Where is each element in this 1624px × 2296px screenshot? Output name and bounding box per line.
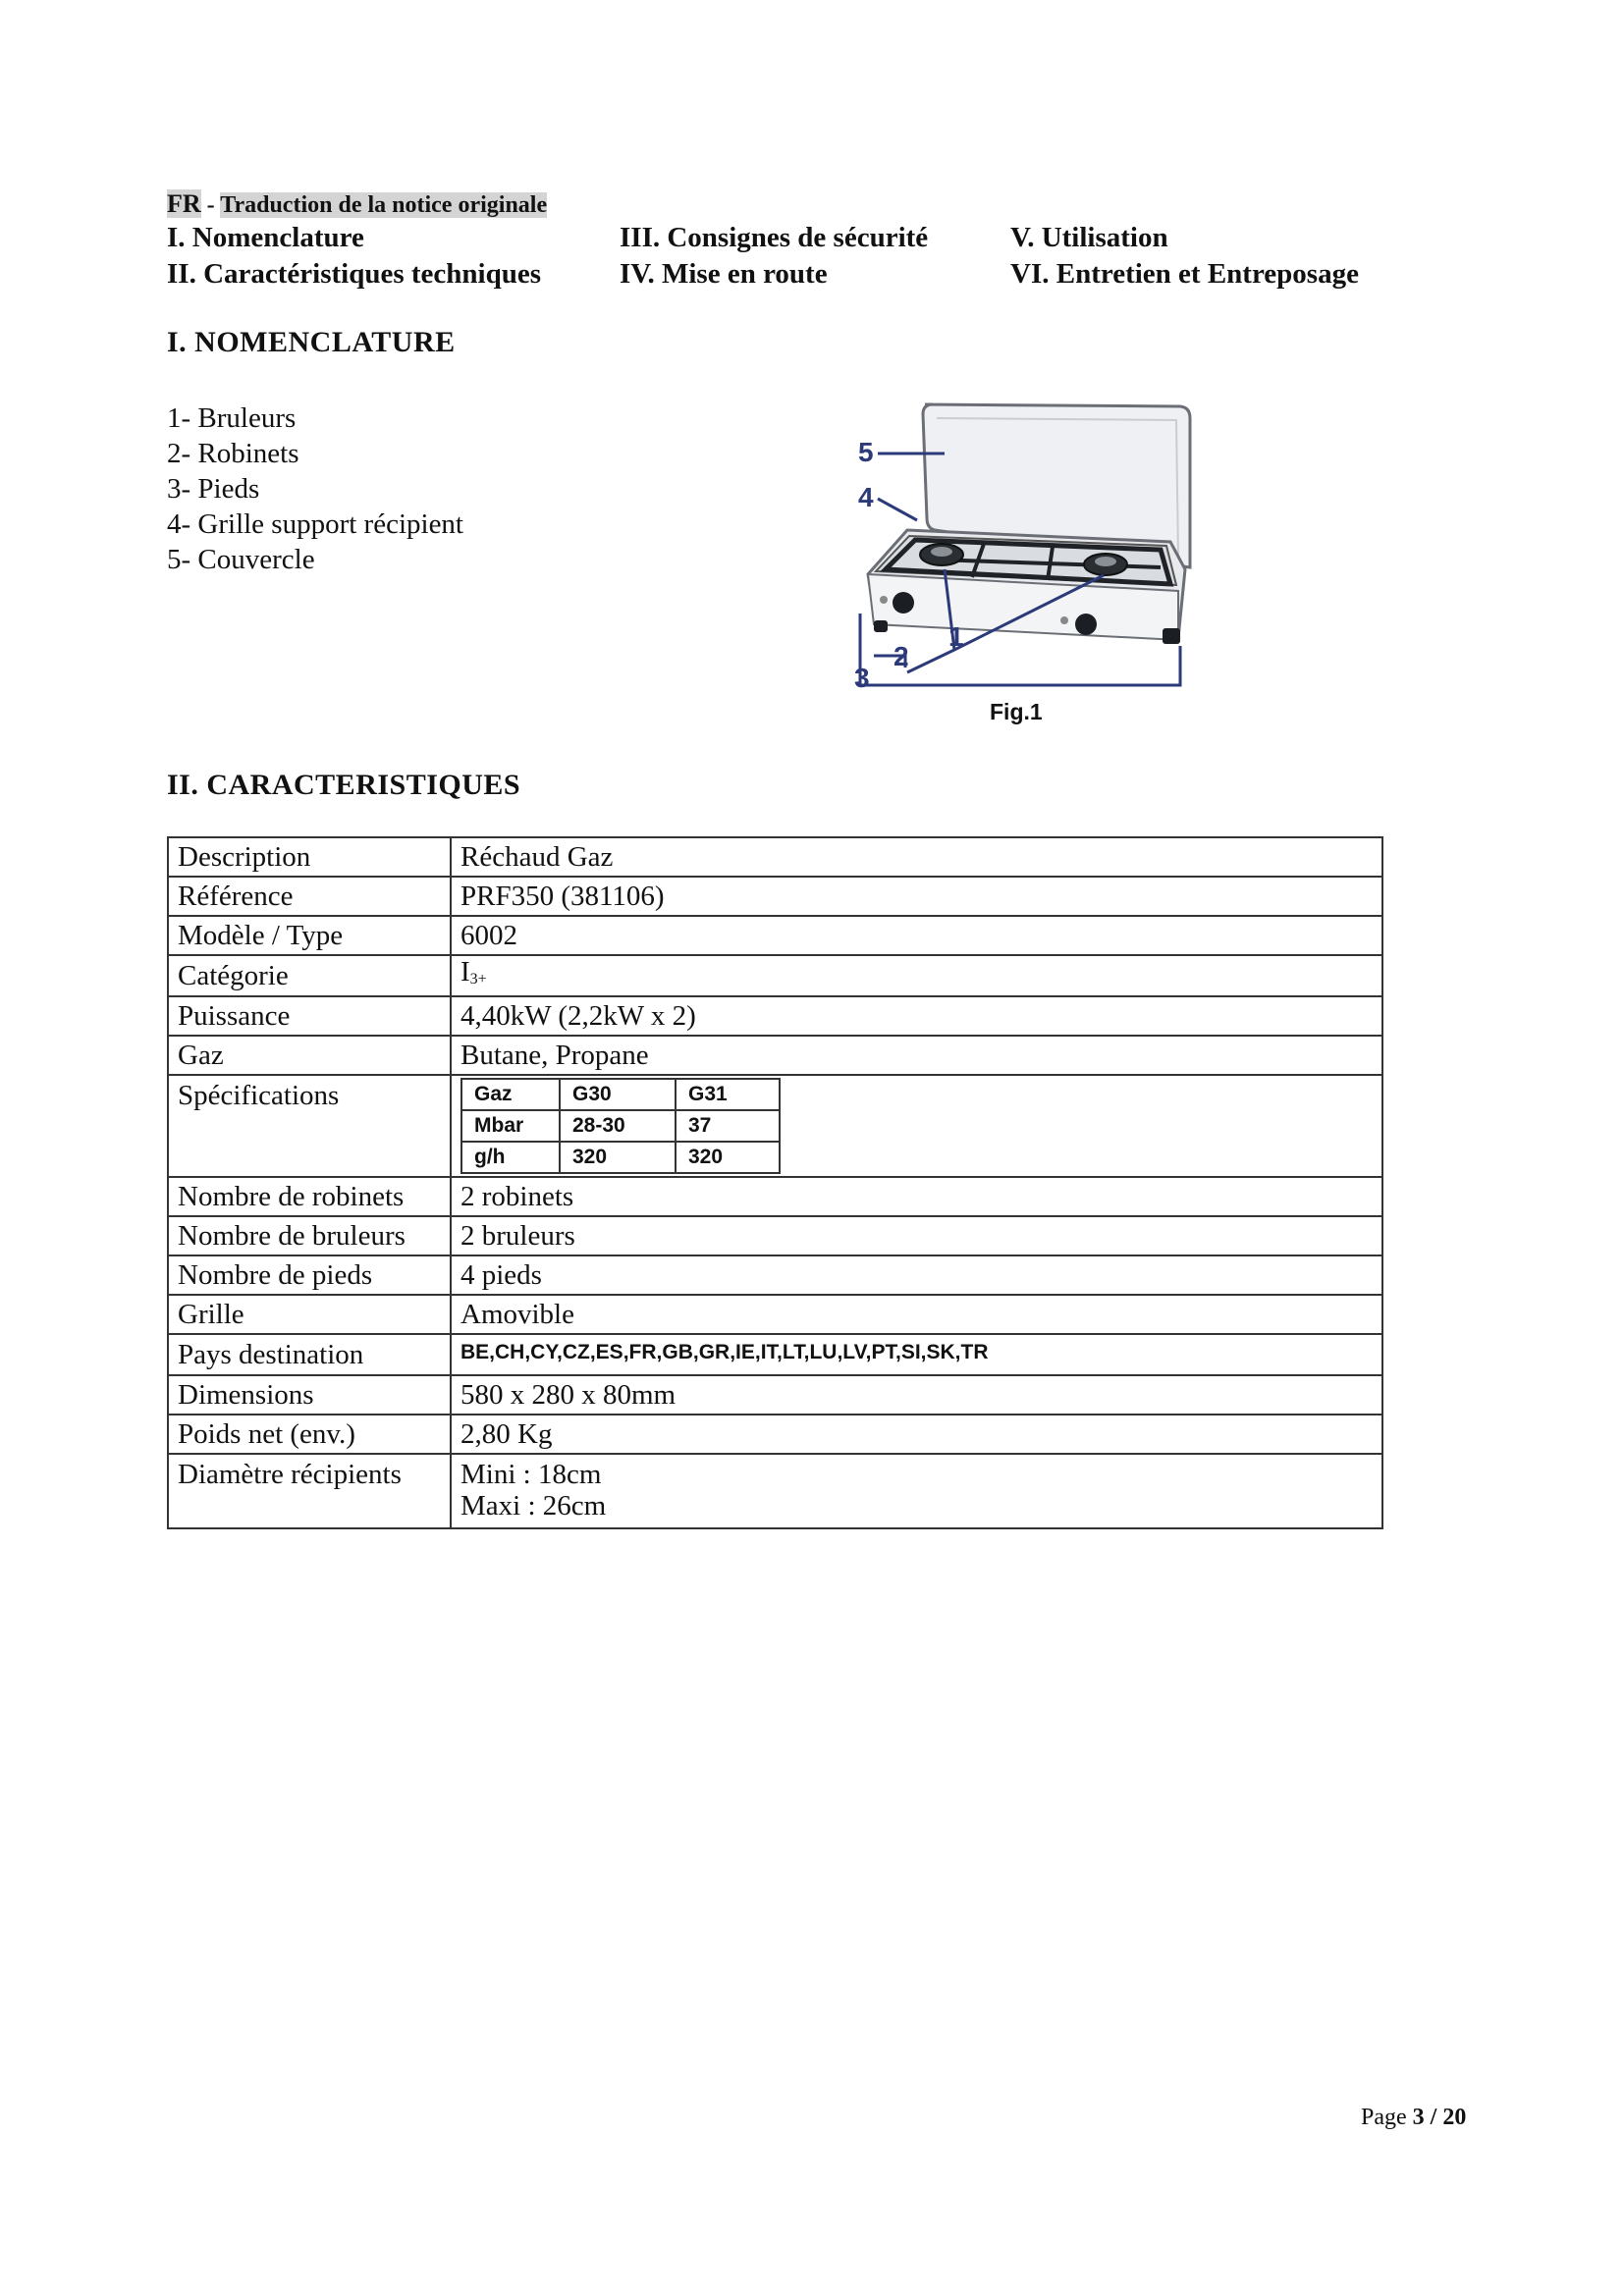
table-row — [168, 1036, 1382, 1075]
row-value: BE,CH,CY,CZ,ES,FR,GB,GR,IE,IT,LT,LU,LV,PT,SI,SK,TR — [451, 1334, 1382, 1375]
callout-3: 3 — [854, 663, 870, 693]
header-subtitle: Traduction de la notice originale — [220, 192, 548, 218]
toc-item-4: IV. Mise en route — [620, 258, 828, 290]
row-label: Description — [168, 837, 451, 877]
toc-item-5: V. Utilisation — [1010, 222, 1168, 253]
callout-1: 1 — [948, 621, 964, 652]
row-value: Butane, Propane — [451, 1036, 1382, 1075]
section-heading-nomenclature: I. NOMENCLATURE — [167, 326, 456, 358]
spec-cell: 320 — [676, 1142, 780, 1173]
table-row — [168, 1295, 1382, 1334]
table-row — [461, 1110, 780, 1142]
nomenclature-list — [167, 400, 463, 577]
min-diameter: Mini : 18cm — [460, 1459, 602, 1490]
row-label: Catégorie — [168, 955, 451, 996]
max-diameter: Maxi : 26cm — [460, 1490, 607, 1522]
spec-cell: 37 — [676, 1110, 780, 1142]
spec-cell: 320 — [560, 1142, 676, 1173]
specifications-table — [460, 1078, 781, 1174]
language-code: FR — [167, 189, 201, 218]
callout-4: 4 — [858, 482, 874, 512]
page-separator: / — [1424, 2105, 1443, 2130]
row-value: 2 robinets — [451, 1177, 1382, 1216]
row-value: 6002 — [451, 916, 1382, 955]
row-value: PRF350 (381106) — [451, 877, 1382, 916]
spec-cell: Gaz — [461, 1079, 560, 1110]
page-number — [1361, 2105, 1466, 2131]
row-label: Dimensions — [168, 1375, 451, 1415]
toc-item-1: I. Nomenclature — [167, 222, 364, 253]
stove-illustration — [846, 393, 1200, 697]
table-row — [168, 996, 1382, 1036]
list-item: 1- Bruleurs — [167, 402, 297, 434]
toc-item-3: III. Consignes de sécurité — [620, 222, 929, 253]
row-value: 4,40kW (2,2kW x 2) — [451, 996, 1382, 1036]
row-value — [451, 955, 1382, 996]
spec-cell: Mbar — [461, 1110, 560, 1142]
spec-cell: G31 — [676, 1079, 780, 1110]
row-value: Amovible — [451, 1295, 1382, 1334]
list-item: 3- Pieds — [167, 473, 260, 505]
row-value — [451, 1075, 1382, 1177]
callout-2: 2 — [893, 641, 909, 671]
row-label: Nombre de pieds — [168, 1255, 451, 1295]
page-total: 20 — [1442, 2105, 1467, 2130]
table-row — [168, 1255, 1382, 1295]
table-row — [168, 1216, 1382, 1255]
table-row — [168, 1075, 1382, 1177]
row-value: 580 x 280 x 80mm — [451, 1375, 1382, 1415]
table-row — [461, 1142, 780, 1173]
row-label: Gaz — [168, 1036, 451, 1075]
toc-item-6: VI. Entretien et Entreposage — [1010, 258, 1359, 290]
list-item: 2- Robinets — [167, 438, 299, 469]
row-label: Référence — [168, 877, 451, 916]
row-value — [451, 1454, 1382, 1528]
stove-figure — [846, 393, 1200, 697]
row-label: Spécifications — [168, 1075, 451, 1177]
row-label: Diamètre récipients — [168, 1454, 451, 1528]
document-header — [167, 189, 547, 219]
header-dash: - — [200, 192, 221, 218]
row-label: Poids net (env.) — [168, 1415, 451, 1454]
category-subscript: 3+ — [469, 971, 487, 988]
page-label: Page — [1361, 2105, 1413, 2130]
list-item: 4- Grille support récipient — [167, 508, 463, 540]
characteristics-table — [167, 836, 1383, 1529]
table-row — [168, 916, 1382, 955]
table-row — [168, 877, 1382, 916]
spec-cell: g/h — [461, 1142, 560, 1173]
row-value: 4 pieds — [451, 1255, 1382, 1295]
table-row — [168, 1375, 1382, 1415]
spec-cell: 28-30 — [560, 1110, 676, 1142]
row-value: 2,80 Kg — [451, 1415, 1382, 1454]
figure-caption: Fig.1 — [990, 699, 1043, 724]
table-row — [168, 837, 1382, 877]
row-value: 2 bruleurs — [451, 1216, 1382, 1255]
table-row — [168, 1334, 1382, 1375]
table-row — [461, 1079, 780, 1110]
row-label: Pays destination — [168, 1334, 451, 1375]
spec-cell: G30 — [560, 1079, 676, 1110]
row-label: Grille — [168, 1295, 451, 1334]
row-label: Nombre de robinets — [168, 1177, 451, 1216]
section-heading-caracteristiques: II. CARACTERISTIQUES — [167, 769, 521, 801]
table-row — [168, 1177, 1382, 1216]
toc-item-2: II. Caractéristiques techniques — [167, 258, 542, 290]
row-label: Modèle / Type — [168, 916, 451, 955]
row-label: Nombre de bruleurs — [168, 1216, 451, 1255]
row-value: Réchaud Gaz — [451, 837, 1382, 877]
page-current: 3 — [1412, 2105, 1425, 2130]
table-row — [168, 955, 1382, 996]
table-row — [168, 1415, 1382, 1454]
callout-5: 5 — [858, 437, 874, 467]
list-item: 5- Couvercle — [167, 544, 315, 575]
category-value: I — [460, 956, 470, 988]
row-label: Puissance — [168, 996, 451, 1036]
table-row — [168, 1454, 1382, 1528]
